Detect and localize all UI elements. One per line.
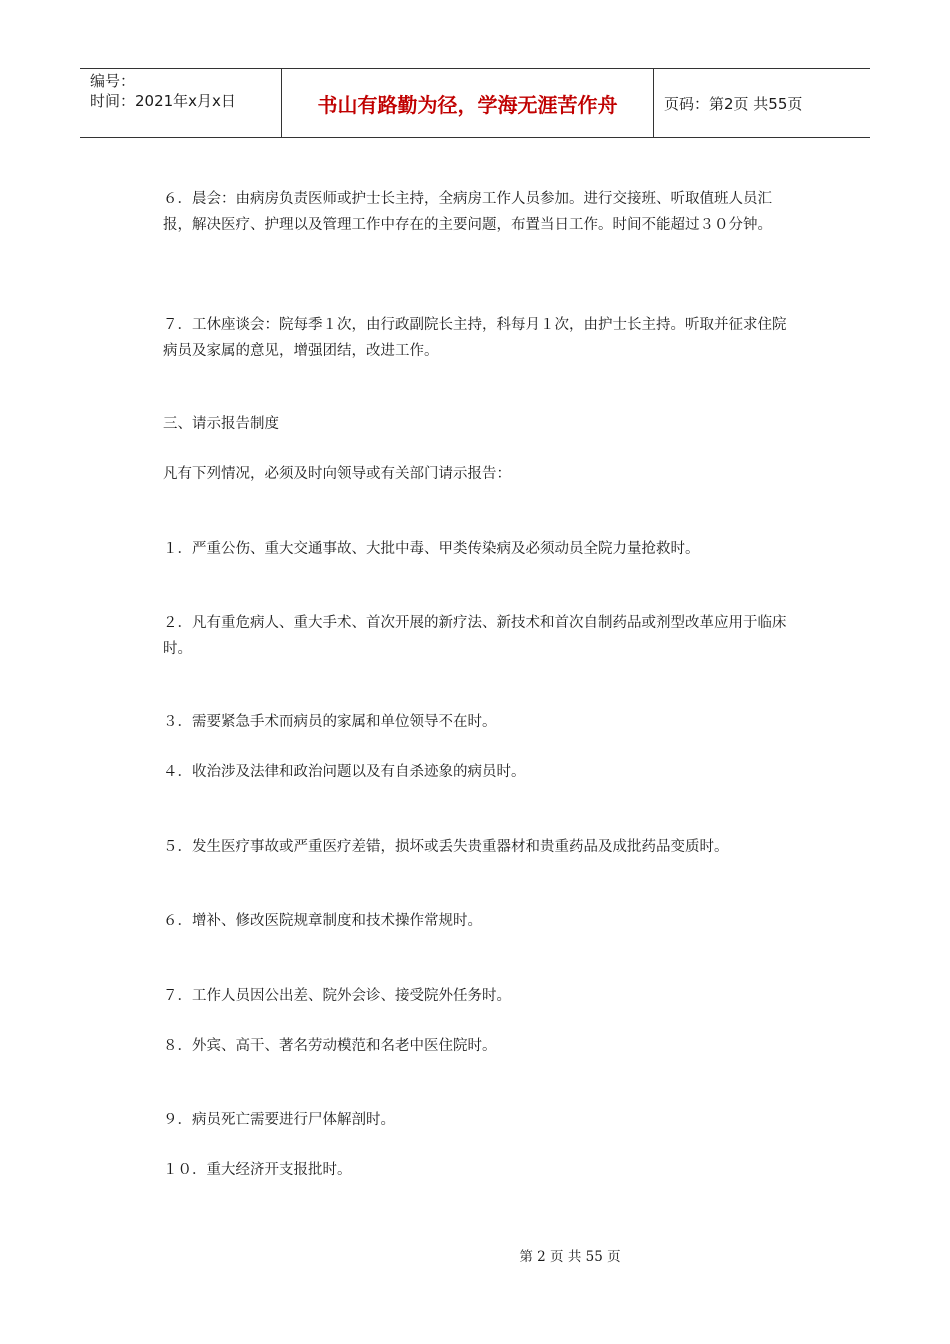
paragraph-forum: ７．工休座谈会：院每季１次，由行政副院长主持，科每月１次，由护士长主持。听取并征求住院病员及家属的意见，增强团结，改进工作。	[163, 317, 787, 359]
header-page-info: 页码：第2页 共55页	[664, 94, 803, 113]
section-heading: 三、请示报告制度	[163, 416, 279, 432]
list-item: １０．重大经济开支报批时。	[163, 1162, 352, 1178]
header-meta	[80, 69, 282, 137]
list-item: ７．工作人员因公出差、院外会诊、接受院外任务时。	[163, 988, 511, 1004]
document-date: 时间：2021年x月x日	[90, 92, 236, 110]
document-number: 编号：	[90, 72, 136, 90]
list-item: ８．外宾、高干、著名劳动模范和名老中医住院时。	[163, 1038, 497, 1054]
list-item: ５．发生医疗事故或严重医疗差错，损坏或丢失贵重器材和贵重药品及成批药品变质时。	[163, 839, 729, 855]
list-item: ２．凡有重危病人、重大手术、首次开展的新疗法、新技术和首次自制药品或剂型改革应用于临床时。	[163, 615, 787, 657]
page-header	[80, 68, 870, 138]
paragraph-morning-meeting: ６．晨会：由病房负责医师或护士长主持，全病房工作人员参加。进行交接班、听取值班人员汇报，解决医疗、护理以及管理工作中存在的主要问题，布置当日工作。时间不能超过３０分钟。	[163, 191, 772, 233]
list-item: ３．需要紧急手术而病员的家属和单位领导不在时。	[163, 714, 497, 730]
list-item: １．严重公伤、重大交通事故、大批中毒、甲类传染病及必须动员全院力量抢救时。	[163, 541, 700, 557]
list-item: ６．增补、修改医院规章制度和技术操作常规时。	[163, 913, 482, 929]
list-item: ９．病员死亡需要进行尸体解剖时。	[163, 1112, 395, 1128]
page-footer: 第 2 页 共 55 页	[519, 1249, 621, 1265]
paragraph-intro: 凡有下列情况，必须及时向领导或有关部门请示报告：	[163, 466, 511, 482]
list-item: ４．收治涉及法律和政治问题以及有自杀迹象的病员时。	[163, 764, 526, 780]
header-motto: 书山有路勤为径，学海无涯苦作舟	[282, 69, 654, 137]
